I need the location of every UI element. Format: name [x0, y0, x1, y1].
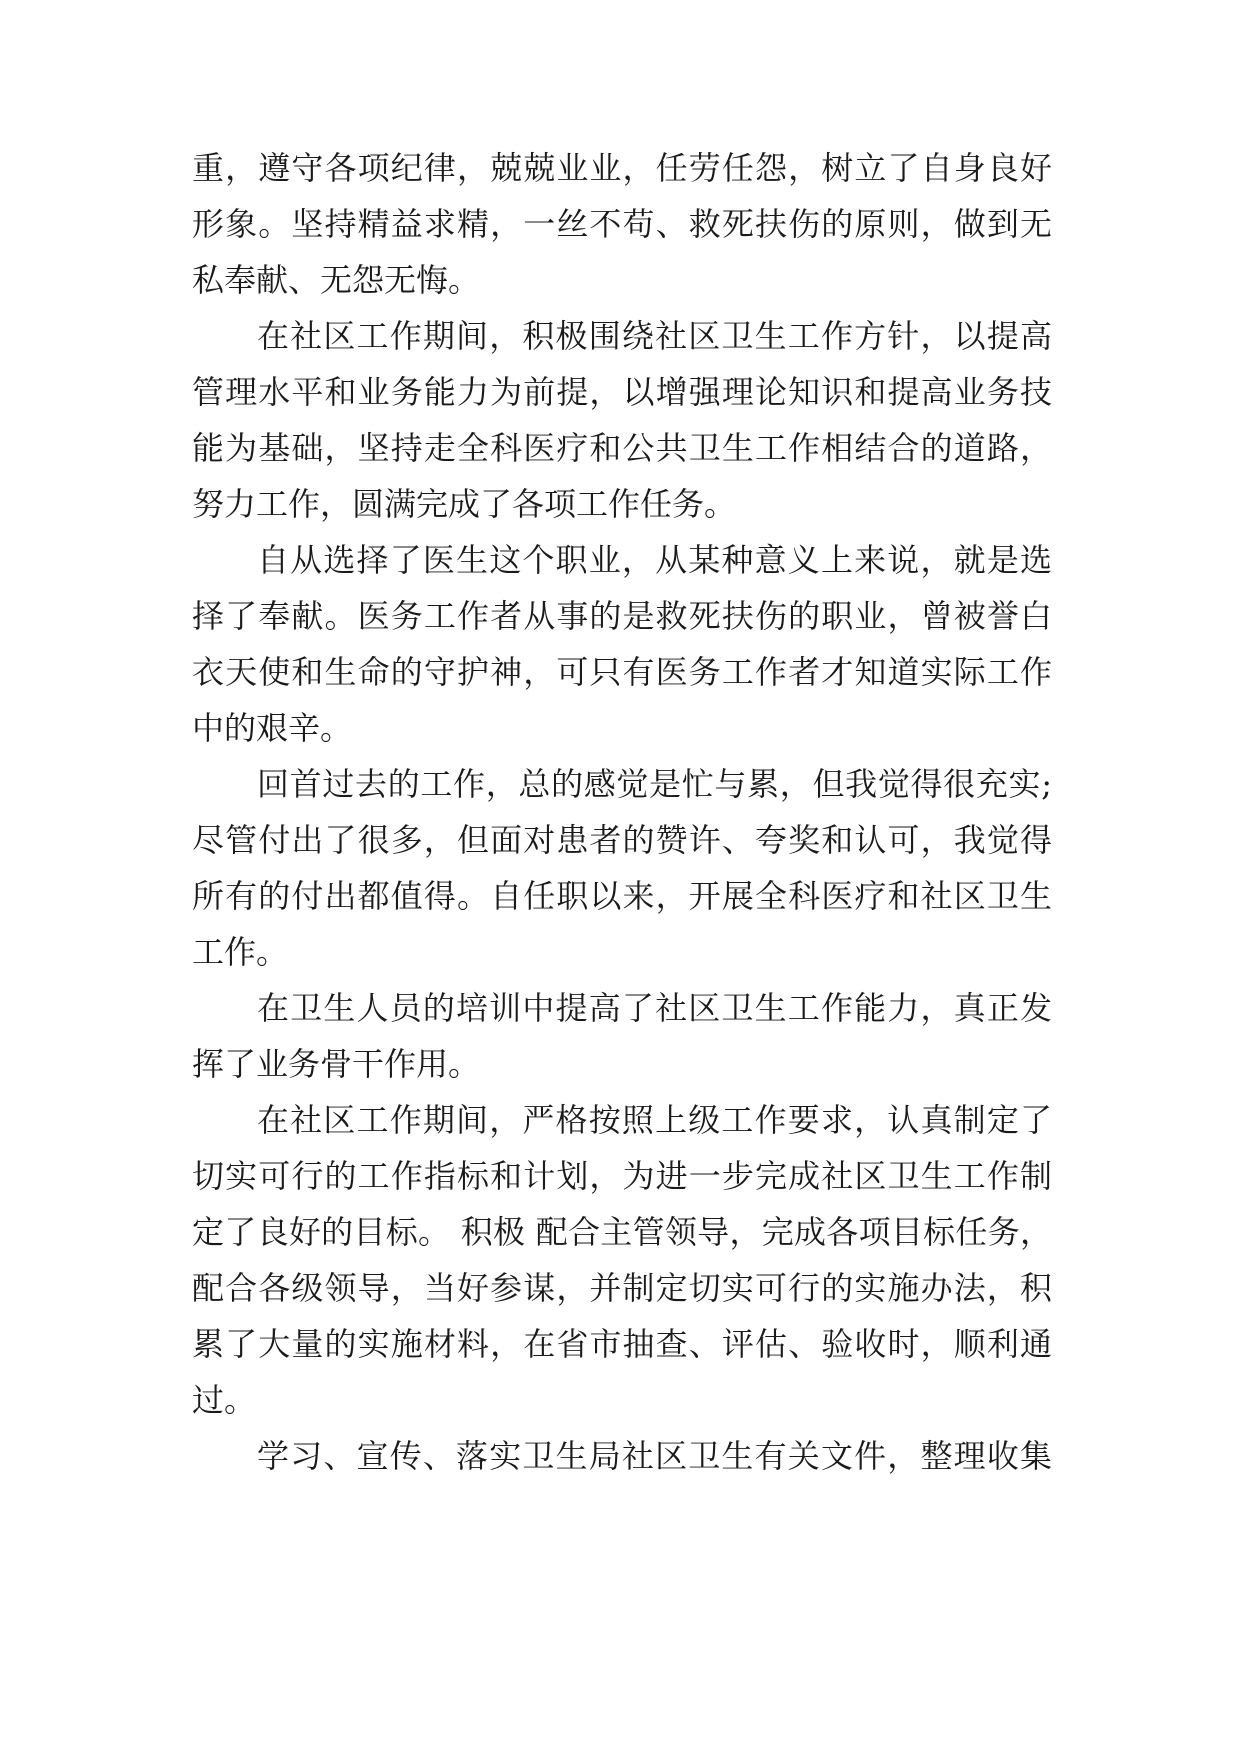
- text-line: 过。: [192, 1381, 257, 1419]
- paragraph-first-line: 在卫生人员的培训中提高了社区卫生工作能力，真正发: [257, 989, 1052, 1027]
- paragraph-first-line: 学习、宣传、落实卫生局社区卫生有关文件，整理收集: [257, 1437, 1052, 1475]
- text-line: 所有的付出都值得。自任职以来，开展全科医疗和社区卫生: [192, 877, 1052, 915]
- text-line: 管理水平和业务能力为前提，以增强理论知识和提高业务技: [192, 373, 1052, 411]
- text-line: 工作。: [192, 933, 289, 971]
- text-line: 能为基础，坚持走全科医疗和公共卫生工作相结合的道路，: [192, 429, 1052, 467]
- paragraph-first-line: 在社区工作期间，严格按照上级工作要求，认真制定了: [257, 1101, 1052, 1139]
- text-line: 定了良好的目标。 积极 配合主管领导，完成各项目标任务，: [192, 1213, 1052, 1251]
- text-line: 中的艰辛。: [192, 709, 353, 747]
- paragraph-first-line: 在社区工作期间，积极围绕社区卫生工作方针，以提高: [257, 317, 1052, 355]
- paragraph-first-line: 自从选择了医生这个职业，从某种意义上来说，就是选: [257, 541, 1052, 579]
- text-line: 挥了业务骨干作用。: [192, 1045, 481, 1083]
- text-line: 配合各级领导，当好参谋，并制定切实可行的实施办法，积: [192, 1269, 1052, 1307]
- text-line: 累了大量的实施材料，在省市抽查、评估、验收时，顺利通: [192, 1325, 1052, 1363]
- text-line: 择了奉献。医务工作者从事的是救死扶伤的职业，曾被誉白: [192, 597, 1052, 635]
- text-line: 切实可行的工作指标和计划，为进一步完成社区卫生工作制: [192, 1157, 1052, 1195]
- text-line: 形象。坚持精益求精，一丝不苟、救死扶伤的原则，做到无: [192, 205, 1052, 243]
- text-line: 私奉献、无怨无悔。: [192, 261, 481, 299]
- text-line: 努力工作，圆满完成了各项工作任务。: [192, 485, 737, 523]
- text-line: 尽管付出了很多，但面对患者的赞许、夸奖和认可，我觉得: [192, 821, 1052, 859]
- paragraph-first-line: 回首过去的工作，总的感觉是忙与累，但我觉得很充实;: [257, 765, 1052, 803]
- text-line: 衣天使和生命的守护神，可只有医务工作者才知道实际工作: [192, 653, 1052, 691]
- text-line: 重，遵守各项纪律，兢兢业业，任劳任怨，树立了自身良好: [192, 149, 1052, 187]
